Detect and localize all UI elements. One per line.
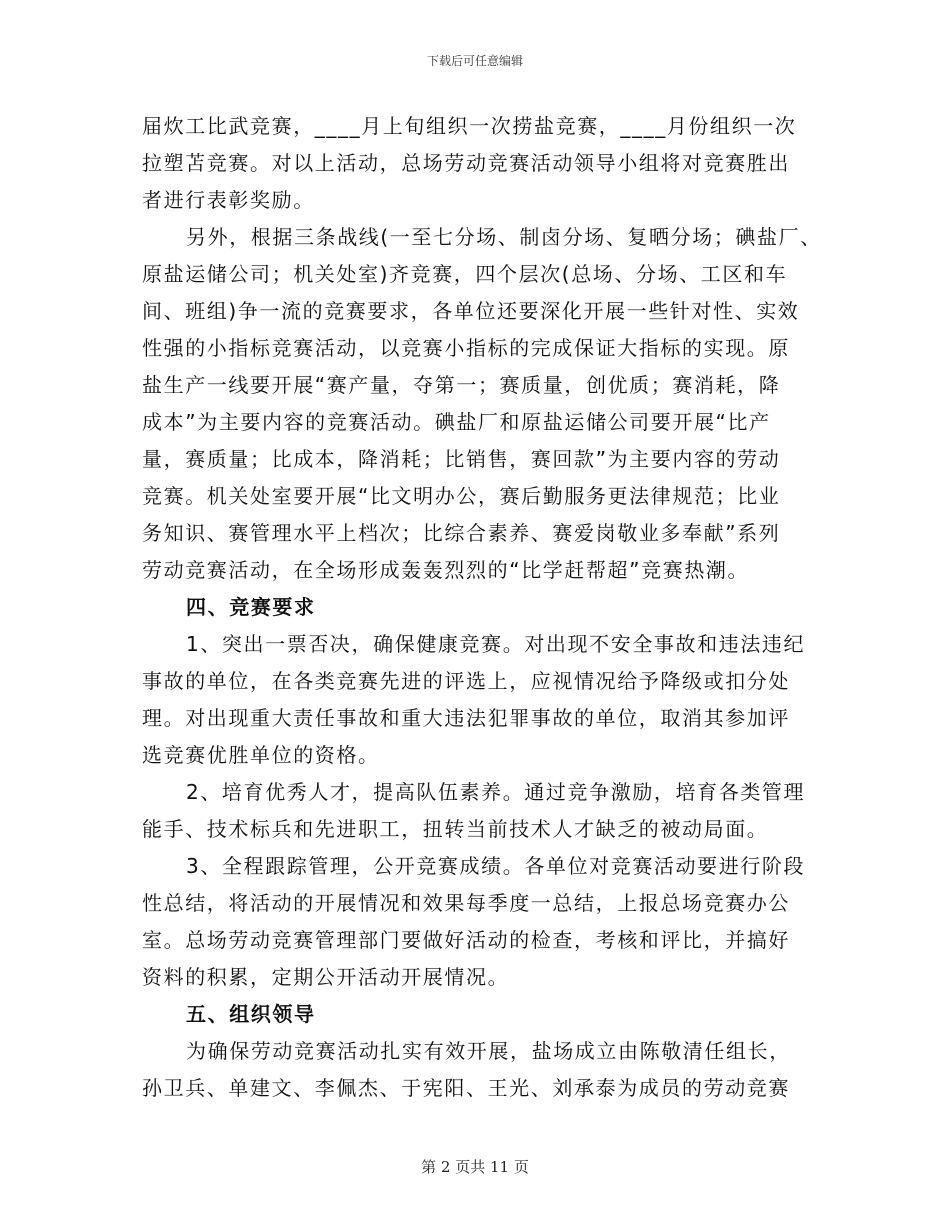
section-heading: 四、竞赛要求 <box>186 595 316 619</box>
body-line: 事故的单位，在各类竞赛先进的评选上，应视情况给予降级或扣分处 <box>142 669 790 693</box>
body-line: 竞赛。机关处室要开展“比文明办公，赛后勤服务更法律规范；比业 <box>142 484 781 508</box>
body-line: 能手、技术标兵和先进职工，扭转当前技术人才缺乏的被动局面。 <box>142 817 769 841</box>
body-line: 成本”为主要内容的竞赛活动。碘盐厂和原盐运储公司要开展“比产 <box>142 410 771 434</box>
body-line: 选竞赛优胜单位的资格。 <box>142 743 380 767</box>
body-line: 室。总场劳动竞赛管理部门要做好活动的检查，考核和评比，并搞好 <box>142 928 790 952</box>
body-line: 性强的小指标竞赛活动，以竞赛小指标的完成保证大指标的实现。原 <box>142 336 790 360</box>
body-line: 为确保劳动竞赛活动扎实有效开展，盐场成立由陈敬清任组长， <box>186 1039 791 1063</box>
body-line: 量，赛质量；比成本，降消耗；比销售，赛回款”为主要内容的劳动 <box>142 447 781 471</box>
body-line: 者进行表彰奖励。 <box>142 188 315 212</box>
body-line: 盐生产一线要开展“赛产量，夺第一；赛质量，创优质；赛消耗，降 <box>142 373 781 397</box>
body-line: 1、突出一票否决，确保健康竞赛。对出现不安全事故和违法违纪 <box>186 632 806 656</box>
section-heading: 五、组织领导 <box>186 1002 316 1026</box>
body-line: 务知识、赛管理水平上档次；比综合素养、赛爱岗敬业多奉献”系列 <box>142 521 781 545</box>
body-line: 间、班组)争一流的竞赛要求，各单位还要深化开展一些针对性、实效 <box>142 299 800 323</box>
page-header: 下载后可任意编辑 <box>426 54 523 68</box>
body-line: 届炊工比武竞赛，____月上旬组织一次捞盐竞赛，____月份组织一次 <box>142 114 797 138</box>
body-line: 理。对出现重大责任事故和重大违法犯罪事故的单位，取消其参加评 <box>142 706 790 730</box>
body-line: 资料的积累，定期公开活动开展情况。 <box>142 965 510 989</box>
document-body <box>142 108 822 1107</box>
body-line: 原盐运储公司；机关处室)齐竞赛，四个层次(总场、分场、工区和车 <box>142 262 788 286</box>
body-line: 劳动竞赛活动，在全场形成轰轰烈烈的“比学赶帮超”竞赛热潮。 <box>142 558 750 582</box>
body-line: 2、培育优秀人才，提高队伍素养。通过竞争激励，培育各类管理 <box>186 780 806 804</box>
body-line: 性总结，将活动的开展情况和效果每季度一总结，上报总场竞赛办公 <box>142 891 790 915</box>
body-line: 孙卫兵、单建文、李佩杰、于宪阳、王光、刘承泰为成员的劳动竞赛 <box>142 1076 790 1100</box>
page-footer: 第 2 页共 11 页 <box>421 1158 529 1176</box>
body-line: 拉塑苫竞赛。对以上活动，总场劳动竞赛活动领导小组将对竞赛胜出 <box>142 151 790 175</box>
body-line: 3、全程跟踪管理，公开竞赛成绩。各单位对竞赛活动要进行阶段 <box>186 854 806 878</box>
body-line: 另外，根据三条战线(一至七分场、制卤分场、复晒分场；碘盐厂、 <box>186 225 822 249</box>
